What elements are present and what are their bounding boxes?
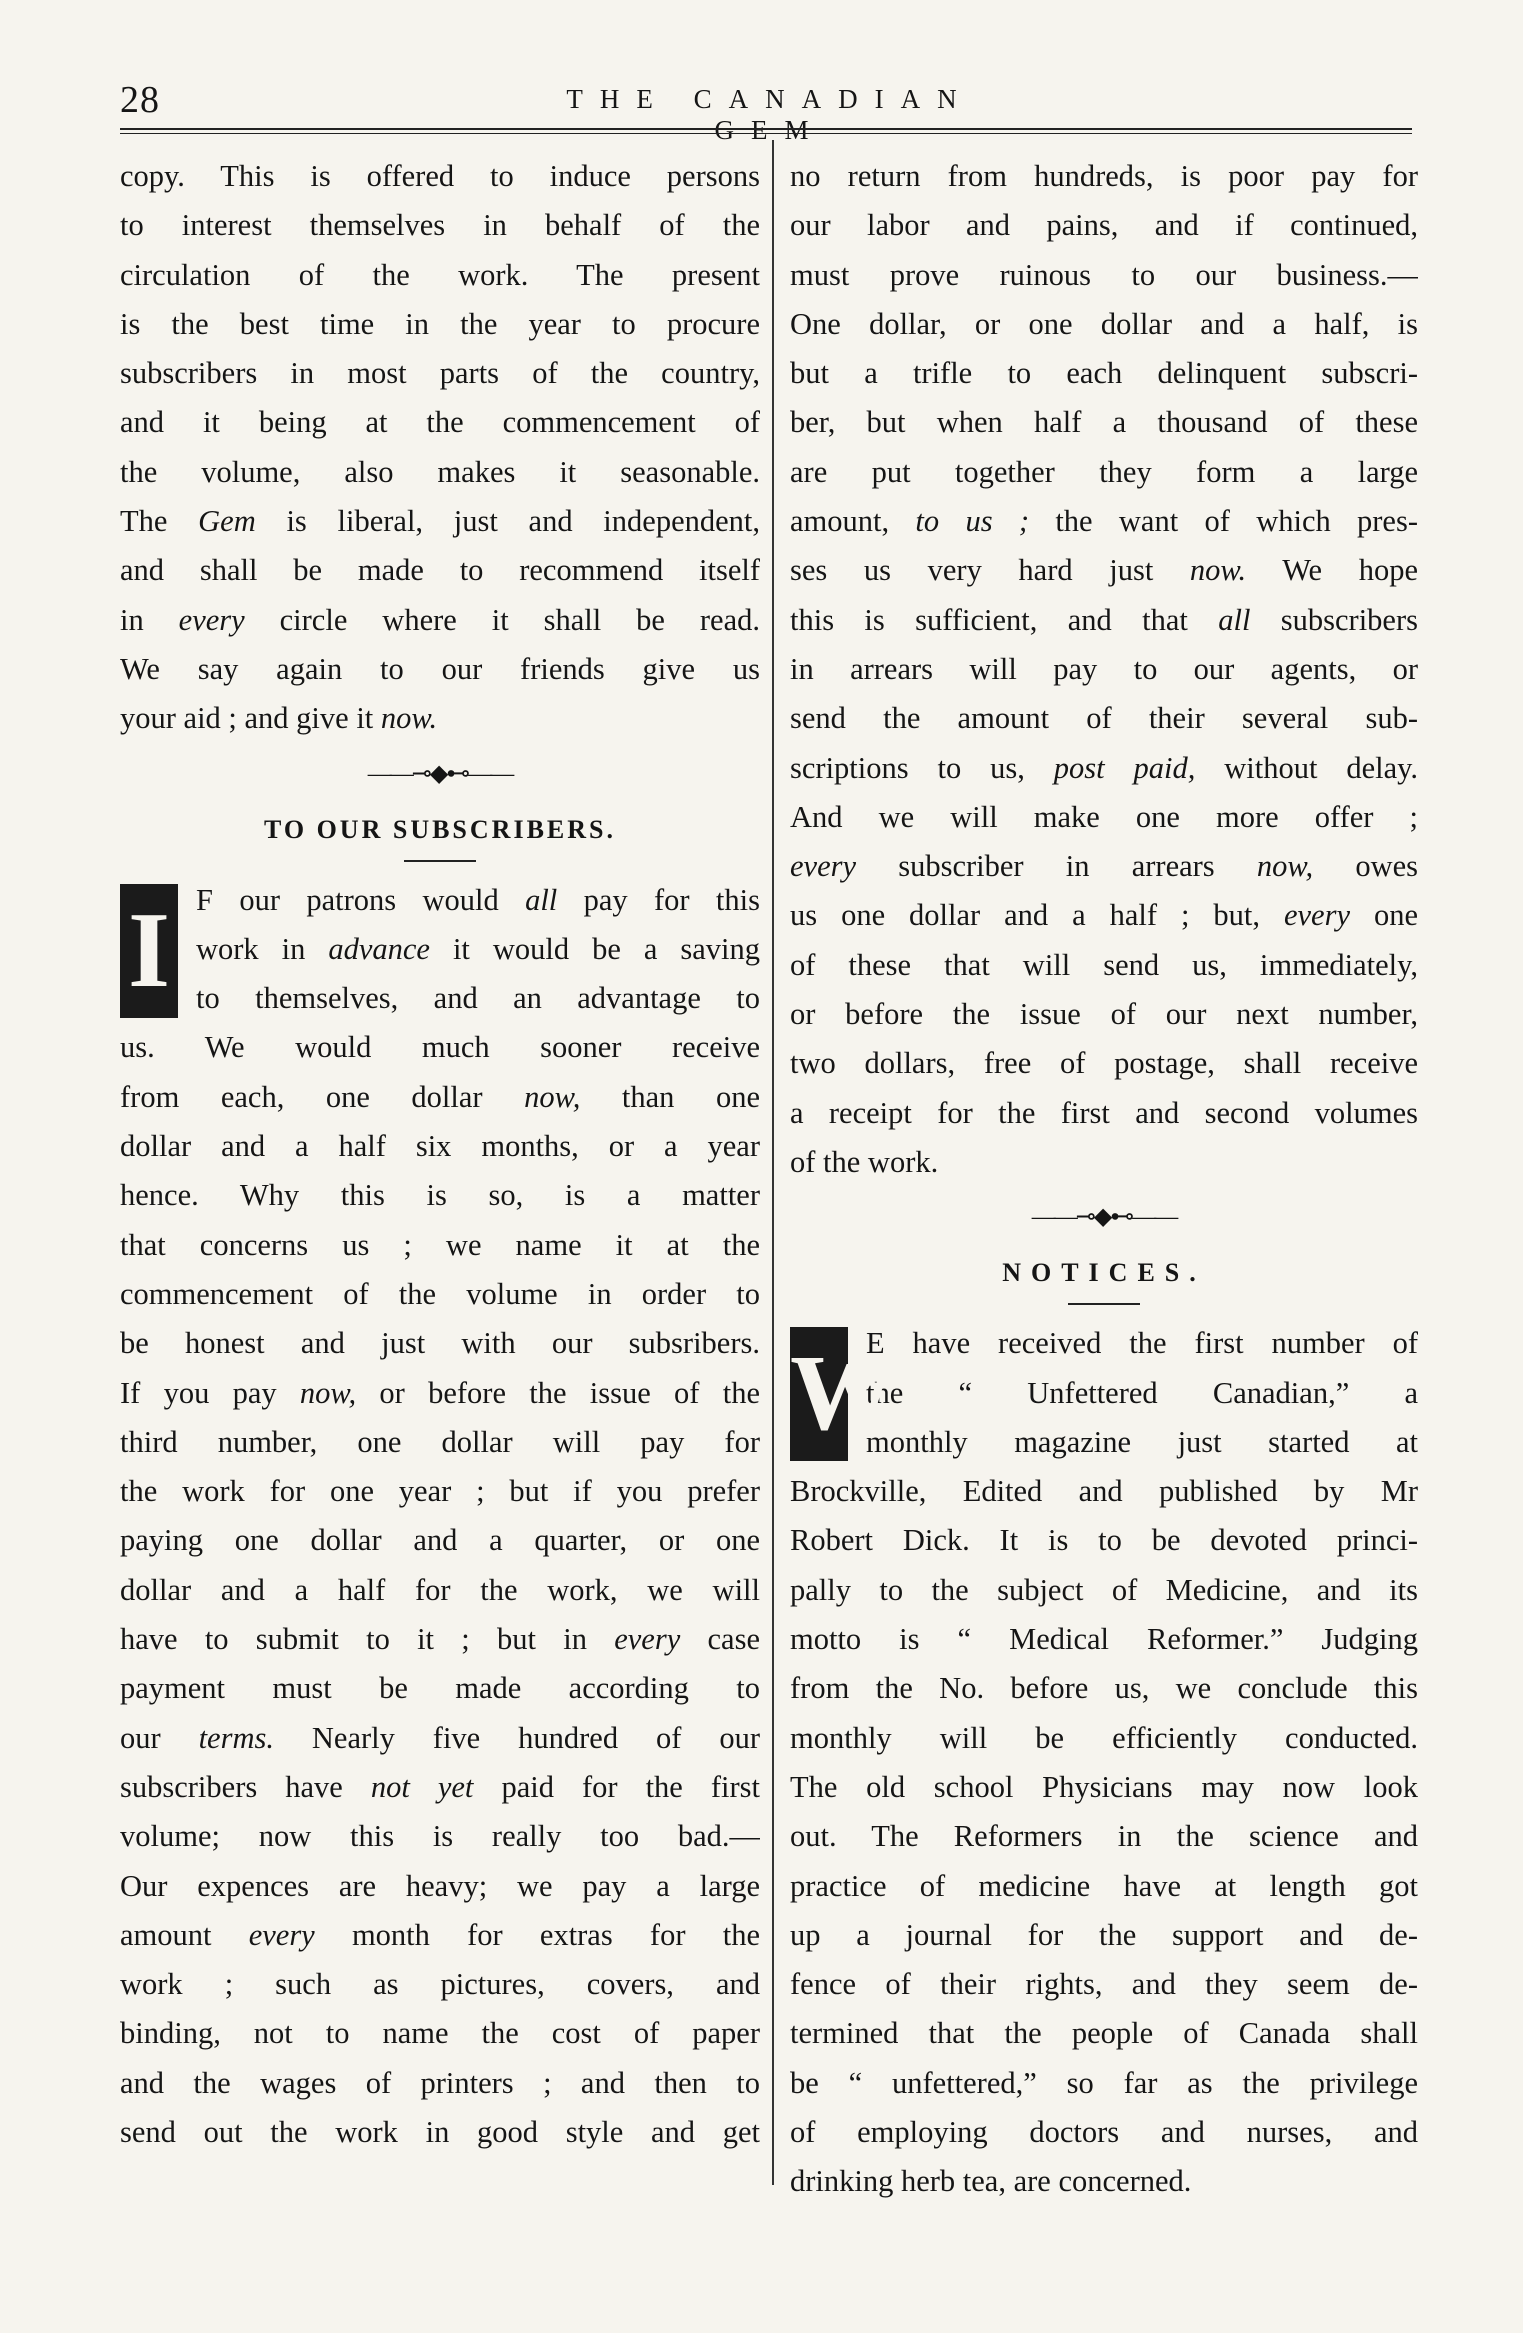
text-line: subscribers have not yet paid for the first xyxy=(120,1769,760,1804)
text-line: paying one dollar and a quarter, or one xyxy=(120,1523,760,1558)
ornament-divider: ——⊸◆⊷—— xyxy=(1031,1204,1177,1231)
text-line: binding, not to name the cost of paper xyxy=(120,2016,760,2051)
ornament-divider: ——⊸◆⊷—— xyxy=(367,760,513,787)
text-line: be honest and just with our subsribers. xyxy=(120,1326,760,1361)
text-line: Our expences are heavy; we pay a large xyxy=(120,1868,760,1903)
text-line: The Gem is liberal, just and independent, xyxy=(120,504,760,539)
text-line: copy. This is offered to induce persons xyxy=(120,159,760,193)
text-line: us. We would much sooner receive xyxy=(120,1030,760,1065)
text-line: hence. Why this is so, is a matter xyxy=(120,1178,760,1213)
text-line: E have received the first number of xyxy=(866,1326,1418,1361)
dropcap-letter: I xyxy=(120,884,178,1018)
text-line: dollar and a half six months, or a year xyxy=(120,1129,760,1164)
text-line: and the wages of printers ; and then to xyxy=(120,2065,760,2100)
text-line: that concerns us ; we name it at the xyxy=(120,1227,760,1262)
text-line: or before the issue of our next number, xyxy=(790,997,1418,1032)
text-line: payment must be made according to xyxy=(120,1671,760,1706)
text-line: this is sufficient, and that all subscribers xyxy=(790,602,1418,637)
text-line: amount every month for extras for the xyxy=(120,1917,760,1952)
text-line: and it being at the commencement of xyxy=(120,405,760,440)
text-line: to interest themselves in behalf of the xyxy=(120,208,760,243)
text-line: monthly magazine just started at xyxy=(866,1424,1418,1459)
text-line: third number, one dollar will pay for xyxy=(120,1424,760,1459)
text-line: work ; such as pictures, covers, and xyxy=(120,1967,760,2002)
right-column xyxy=(790,152,1418,2207)
heading-rule xyxy=(1068,1303,1140,1305)
section-heading-subscribers: TO OUR SUBSCRIBERS. xyxy=(263,814,616,844)
text-line: The old school Physicians may now look xyxy=(790,1769,1418,1804)
text-line: termined that the people of Canada shall xyxy=(790,2016,1418,2051)
text-line: out. The Reformers in the science and xyxy=(790,1819,1418,1854)
right-top-paragraph xyxy=(790,152,1418,1187)
text-line: our labor and pains, and if continued, xyxy=(790,208,1418,243)
text-line: ses us very hard just now. We hope xyxy=(790,553,1418,588)
text-line: are put together they form a large xyxy=(790,454,1418,489)
text-line: up a journal for the support and de- xyxy=(790,1917,1418,1952)
text-line: the “ Unfettered Canadian,” a xyxy=(866,1375,1418,1410)
text-line: motto is “ Medical Reformer.” Judging xyxy=(790,1622,1418,1657)
text-line: must prove ruinous to our business.— xyxy=(790,257,1418,292)
text-line: work in advance it would be a saving xyxy=(196,931,760,966)
text-line: of these that will send us, immediately, xyxy=(790,947,1418,982)
dropcap-block xyxy=(120,876,760,1024)
text-line: and shall be made to recommend itself xyxy=(120,553,760,588)
page-number: 28 xyxy=(120,79,160,121)
left-top-paragraph xyxy=(120,152,760,744)
text-line: from the No. before us, we conclude this xyxy=(790,1671,1418,1706)
text-line: two dollars, free of postage, shall receive xyxy=(790,1046,1418,1081)
text-line: the work for one year ; but if you prefer xyxy=(120,1474,760,1509)
right-body-paragraph xyxy=(790,1467,1418,2206)
text-line: in every circle where it shall be read. xyxy=(120,602,760,637)
text-line: Robert Dick. It is to be devoted princi- xyxy=(790,1523,1418,1558)
text-line: monthly will be efficiently conducted. xyxy=(790,1720,1418,1755)
text-line: of employing doctors and nurses, and xyxy=(790,2114,1418,2149)
text-line: drinking herb tea, are concerned. xyxy=(790,2164,1192,2199)
text-line: your aid ; and give it now. xyxy=(120,701,438,736)
text-line: One dollar, or one dollar and a half, is xyxy=(790,306,1418,341)
text-line: dollar and a half for the work, we will xyxy=(120,1572,760,1607)
text-line: no return from hundreds, is poor pay for xyxy=(790,159,1418,193)
text-line: of the work. xyxy=(790,1144,939,1179)
page-header xyxy=(120,78,1410,145)
left-column xyxy=(120,152,760,2157)
text-line: send out the work in good style and get xyxy=(120,2114,760,2149)
text-line: our terms. Nearly five hundred of our xyxy=(120,1720,760,1755)
text-line: If you pay now, or before the issue of the xyxy=(120,1375,760,1410)
text-line: the volume, also makes it seasonable. xyxy=(120,454,760,489)
text-line: be “ unfettered,” so far as the privilege xyxy=(790,2065,1418,2100)
running-title: THE CANADIAN GEM xyxy=(566,84,974,145)
text-line: scriptions to us, post paid, without delay. xyxy=(790,750,1418,785)
text-line: subscribers in most parts of the country, xyxy=(120,356,760,391)
text-line: fence of their rights, and they seem de- xyxy=(790,1967,1418,2002)
text-line: every subscriber in arrears now, owes xyxy=(790,849,1418,884)
dropcap-letter: W xyxy=(790,1327,848,1461)
text-line: amount, to us ; the want of which pres- xyxy=(790,504,1418,539)
text-line: to themselves, and an advantage to xyxy=(196,981,760,1016)
text-line: have to submit to it ; but in every case xyxy=(120,1622,760,1657)
text-line: circulation of the work. The present xyxy=(120,257,760,292)
text-line: pally to the subject of Medicine, and its xyxy=(790,1572,1418,1607)
text-line: from each, one dollar now, than one xyxy=(120,1079,760,1114)
text-line: a receipt for the first and second volumes xyxy=(790,1095,1418,1130)
column-divider xyxy=(772,140,774,2185)
text-line: commencement of the volume in order to xyxy=(120,1276,760,1311)
text-line: F our patrons would all pay for this xyxy=(196,882,760,917)
text-line: us one dollar and a half ; but, every one xyxy=(790,898,1418,933)
dropcap-block xyxy=(790,1319,1418,1467)
text-line: send the amount of their several sub- xyxy=(790,701,1418,736)
text-line: practice of medicine have at length got xyxy=(790,1868,1418,1903)
text-line: is the best time in the year to procure xyxy=(120,306,760,341)
text-line: Brockville, Edited and published by Mr xyxy=(790,1474,1418,1509)
section-heading-notices: NOTICES. xyxy=(1002,1258,1206,1288)
text-line: We say again to our friends give us xyxy=(120,651,760,686)
text-line: but a trifle to each delinquent subscri- xyxy=(790,356,1418,391)
text-line: in arrears will pay to our agents, or xyxy=(790,651,1418,686)
header-rule xyxy=(120,128,1412,134)
text-line: volume; now this is really too bad.— xyxy=(120,1819,760,1854)
dropcap-lines xyxy=(120,876,760,1024)
text-line: And we will make one more offer ; xyxy=(790,799,1418,834)
text-line: ber, but when half a thousand of these xyxy=(790,405,1418,440)
left-body-paragraph xyxy=(120,1023,760,2157)
heading-rule xyxy=(404,860,476,862)
